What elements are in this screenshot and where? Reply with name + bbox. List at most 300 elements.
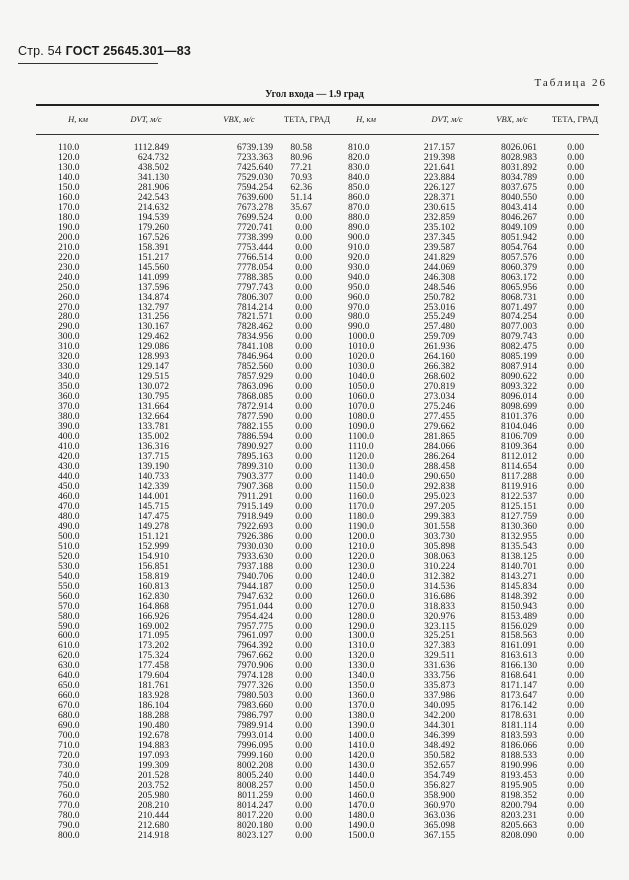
teta-cell: 0.00 [567,191,584,203]
h-cell: 1390.0 [348,720,375,732]
dvt-cell: 147.475 [137,510,169,522]
h-cell: 320.0 [58,351,80,363]
vbx-cell: 7926.386 [237,530,273,542]
h-cell: 1370.0 [348,700,375,712]
h-cell: 830.0 [348,161,370,173]
dvt-cell: 183.928 [137,690,169,702]
teta-cell: 0.00 [567,431,584,443]
h-cell: 800.0 [58,829,80,841]
teta-cell: 0.00 [567,351,584,363]
h-cell: 220.0 [58,251,80,263]
h-cell: 250.0 [58,281,80,293]
teta-cell: 0.00 [295,431,312,443]
dvt-cell: 333.756 [423,670,455,682]
h-cell: 970.0 [348,301,370,313]
h-cell: 300.0 [58,331,80,343]
teta-cell: 0.00 [567,421,584,433]
h-cell: 1410.0 [348,740,375,752]
dvt-cell: 142.339 [137,480,169,492]
h-cell: 120.0 [58,151,80,163]
teta-cell: 0.00 [567,181,584,193]
teta-cell: 0.00 [295,630,312,642]
teta-cell: 0.00 [295,510,312,522]
column-header-h: H, км [68,114,88,124]
dvt-cell: 132.664 [137,411,169,423]
dvt-cell: 325.251 [423,630,455,642]
dvt-cell: 160.813 [137,580,169,592]
dvt-cell: 281.865 [423,431,455,443]
vbx-cell: 7999.160 [237,750,273,762]
teta-cell: 80.58 [290,142,312,153]
dvt-cell: 241.829 [423,251,455,263]
h-cell: 340.0 [58,371,80,383]
vbx-cell: 8208.090 [501,829,537,841]
h-cell: 1350.0 [348,680,375,692]
dvt-cell: 323.115 [424,620,455,632]
teta-cell: 0.00 [567,770,584,782]
h-cell: 1360.0 [348,690,375,702]
vbx-cell: 8020.180 [237,819,273,831]
h-cell: 1470.0 [348,799,375,811]
vbx-cell: 8203.231 [501,809,537,821]
h-cell: 1140.0 [348,470,375,482]
vbx-cell: 8140.701 [501,560,537,572]
dvt-cell: 292.838 [423,480,455,492]
dvt-cell: 137.596 [137,281,169,293]
vbx-cell: 7529.030 [237,171,273,183]
teta-cell: 0.00 [567,371,584,383]
vbx-cell: 8143.271 [501,570,537,582]
h-cell: 1430.0 [348,760,375,772]
h-cell: 180.0 [58,211,80,223]
h-cell: 620.0 [58,650,80,662]
h-cell: 1490.0 [348,819,375,831]
dvt-cell: 288.458 [423,461,455,472]
dvt-cell: 301.558 [423,520,455,532]
dvt-cell: 228.371 [423,191,455,203]
teta-cell: 0.00 [567,640,584,652]
teta-cell: 80.96 [290,151,312,163]
vbx-cell: 8148.392 [501,590,537,602]
vbx-cell: 7961.097 [237,630,273,642]
vbx-cell: 8178.631 [501,710,537,722]
teta-cell: 0.00 [295,710,312,722]
vbx-cell: 7964.392 [237,640,273,652]
h-cell: 510.0 [58,540,80,552]
teta-cell: 0.00 [295,470,312,482]
h-cell: 1310.0 [348,640,375,652]
dvt-cell: 158.391 [137,241,169,253]
dvt-cell: 1112.849 [133,142,169,153]
dvt-cell: 140.733 [137,470,169,482]
teta-cell: 0.00 [567,301,584,313]
dvt-cell: 194.539 [137,211,169,223]
teta-cell: 0.00 [295,690,312,702]
h-cell: 1220.0 [348,550,375,562]
vbx-cell: 7766.514 [237,251,273,263]
h-cell: 1420.0 [348,750,375,762]
h-cell: 560.0 [58,590,80,602]
dvt-cell: 360.970 [423,799,455,811]
dvt-cell: 139.190 [137,461,169,472]
teta-cell: 77.21 [290,161,312,173]
dvt-cell: 268.602 [423,371,455,383]
vbx-cell: 8060.379 [501,261,537,273]
dvt-cell: 151.217 [137,251,169,263]
dvt-cell: 352.657 [423,760,455,772]
dvt-cell: 250.782 [423,291,455,303]
vbx-cell: 8079.743 [501,331,537,343]
teta-cell: 0.00 [567,311,584,323]
header-underline [18,63,158,64]
standard-title: ГОСТ 25645.301—83 [65,44,192,58]
h-cell: 1110.0 [348,441,374,453]
h-cell: 980.0 [348,311,370,323]
h-cell: 940.0 [348,271,370,283]
vbx-cell: 8074.254 [501,311,537,323]
vbx-cell: 8195.905 [501,780,537,791]
h-cell: 1190.0 [348,520,375,532]
dvt-cell: 308.063 [423,550,455,562]
dvt-cell: 162.830 [137,590,169,602]
dvt-cell: 151.121 [137,530,169,542]
dvt-cell: 199.309 [137,760,169,772]
teta-cell: 0.00 [567,510,584,522]
h-cell: 950.0 [348,281,370,293]
vbx-cell: 8171.147 [501,680,537,692]
h-cell: 550.0 [58,580,80,592]
h-cell: 460.0 [58,490,80,502]
vbx-cell: 7738.399 [237,231,273,243]
dvt-cell: 346.399 [423,730,455,742]
h-cell: 900.0 [348,231,370,243]
teta-cell: 0.00 [567,321,584,333]
h-cell: 530.0 [58,560,80,572]
teta-cell: 0.00 [567,490,584,502]
h-cell: 610.0 [58,640,80,652]
teta-cell: 0.00 [295,620,312,632]
dvt-cell: 335.873 [423,680,455,692]
teta-cell: 0.00 [295,401,312,413]
h-cell: 1090.0 [348,421,375,433]
h-cell: 150.0 [58,181,80,193]
teta-cell: 0.00 [295,730,312,742]
dvt-cell: 177.458 [137,660,169,672]
h-cell: 790.0 [58,819,80,831]
dvt-cell: 173.202 [137,640,169,652]
vbx-cell: 8198.352 [501,789,537,801]
dvt-cell: 190.480 [137,720,169,732]
teta-cell: 0.00 [295,441,312,453]
dvt-cell: 284.066 [423,441,455,453]
column-header-teta: ТЕТА, ГРАД [283,114,331,124]
teta-cell: 0.00 [295,500,312,512]
vbx-cell: 8163.613 [501,650,537,662]
dvt-cell: 214.918 [137,829,169,841]
vbx-cell: 8046.267 [501,211,537,223]
teta-cell: 0.00 [295,451,312,463]
dvt-cell: 129.462 [137,331,169,343]
teta-cell: 0.00 [567,361,584,373]
teta-cell: 62.36 [290,181,312,193]
dvt-cell: 438.502 [137,161,169,173]
teta-cell: 0.00 [567,550,584,562]
teta-cell: 0.00 [295,231,312,243]
h-cell: 640.0 [58,670,80,682]
vbx-cell: 7673.278 [237,201,273,213]
h-cell: 770.0 [58,799,80,811]
h-cell: 1440.0 [348,770,375,782]
vbx-cell: 7947.632 [237,590,273,602]
dvt-cell: 264.160 [423,351,455,363]
dvt-cell: 129.086 [137,341,169,353]
teta-cell: 0.00 [295,760,312,772]
h-cell: 130.0 [58,161,80,173]
vbx-cell: 7915.149 [237,500,273,512]
dvt-cell: 305.898 [423,540,455,552]
vbx-cell: 8040.550 [501,191,537,203]
teta-cell: 0.00 [295,461,312,472]
dvt-cell: 286.264 [423,451,455,463]
h-cell: 1180.0 [348,510,375,522]
dvt-cell: 135.002 [137,431,169,443]
teta-cell: 0.00 [295,720,312,732]
teta-cell: 0.00 [295,391,312,403]
h-cell: 440.0 [58,470,80,482]
h-cell: 960.0 [348,291,370,303]
vbx-cell: 7233.363 [237,151,273,163]
vbx-cell: 8173.647 [501,690,537,702]
vbx-cell: 8193.453 [501,770,537,782]
vbx-cell: 8071.497 [501,301,537,313]
teta-cell: 0.00 [295,799,312,811]
teta-cell: 0.00 [567,211,584,223]
vbx-cell: 7940.706 [237,570,273,582]
vbx-cell: 8112.012 [501,451,537,463]
teta-cell: 0.00 [567,411,584,423]
dvt-cell: 281.906 [137,181,169,193]
teta-cell: 0.00 [295,341,312,353]
h-cell: 850.0 [348,181,370,193]
vbx-cell: 7797.743 [237,281,273,293]
vbx-cell: 8132.955 [501,530,537,542]
vbx-cell: 7970.906 [237,660,273,672]
teta-cell: 0.00 [567,271,584,283]
h-cell: 700.0 [58,730,80,742]
h-cell: 1400.0 [348,730,375,742]
h-cell: 1020.0 [348,351,375,363]
h-cell: 730.0 [58,760,80,772]
h-cell: 1320.0 [348,650,375,662]
teta-cell: 0.00 [295,650,312,662]
teta-cell: 0.00 [295,241,312,253]
h-cell: 480.0 [58,510,80,522]
vbx-cell: 7806.307 [237,291,273,303]
dvt-cell: 141.099 [137,271,169,283]
vbx-cell: 8183.593 [501,730,537,742]
h-cell: 330.0 [58,361,80,373]
teta-cell: 0.00 [567,142,584,153]
dvt-cell: 261.936 [423,341,455,353]
vbx-cell: 7957.775 [237,620,273,632]
h-cell: 860.0 [348,191,370,203]
dvt-cell: 226.127 [423,181,455,193]
h-cell: 170.0 [58,201,80,213]
h-cell: 140.0 [58,171,80,183]
vbx-cell: 8096.014 [501,391,537,403]
teta-cell: 0.00 [567,151,584,163]
teta-cell: 0.00 [295,550,312,562]
vbx-cell: 8135.543 [501,540,537,552]
teta-cell: 0.00 [567,441,584,453]
dvt-cell: 344.301 [423,720,455,732]
teta-cell: 0.00 [567,799,584,811]
dvt-cell: 331.636 [423,660,455,672]
vbx-cell: 7425.640 [237,161,273,173]
dvt-cell: 175.324 [137,650,169,662]
h-cell: 1250.0 [348,580,375,592]
dvt-cell: 279.662 [423,421,455,433]
vbx-cell: 7993.014 [237,730,273,742]
dvt-cell: 164.868 [137,600,169,612]
h-cell: 670.0 [58,700,80,712]
table-row [0,293,629,303]
h-cell: 410.0 [58,441,80,453]
h-cell: 190.0 [58,221,80,233]
dvt-cell: 158.819 [137,570,169,582]
teta-cell: 0.00 [567,281,584,293]
teta-cell: 0.00 [295,640,312,652]
dvt-cell: 365.098 [423,819,455,831]
teta-cell: 0.00 [295,789,312,801]
vbx-cell: 7814.214 [237,301,273,313]
teta-cell: 0.00 [567,630,584,642]
dvt-cell: 167.526 [137,231,169,243]
teta-cell: 0.00 [567,740,584,752]
dvt-cell: 314.536 [423,580,455,592]
vbx-cell: 8002.208 [237,760,273,772]
teta-cell: 0.00 [295,301,312,313]
dvt-cell: 259.709 [423,331,455,343]
h-cell: 1270.0 [348,600,375,612]
dvt-cell: 129.147 [137,361,169,373]
vbx-cell: 8063.172 [501,271,537,283]
teta-cell: 0.00 [567,391,584,403]
h-cell: 1170.0 [348,500,375,512]
h-cell: 1460.0 [348,789,375,801]
h-cell: 1120.0 [348,451,375,463]
table-row [0,612,629,622]
h-cell: 820.0 [348,151,370,163]
vbx-cell: 7890.927 [237,441,273,453]
dvt-cell: 266.382 [423,361,455,373]
teta-cell: 0.00 [295,480,312,492]
vbx-cell: 8043.414 [501,201,537,213]
teta-cell: 51.14 [290,191,312,203]
dvt-cell: 131.664 [137,401,169,413]
vbx-cell: 7980.503 [237,690,273,702]
teta-cell: 0.00 [295,271,312,283]
vbx-cell: 7846.964 [237,351,273,363]
vbx-cell: 7930.030 [237,540,273,552]
h-cell: 380.0 [58,411,80,423]
h-cell: 1050.0 [348,381,375,393]
teta-cell: 0.00 [567,789,584,801]
teta-cell: 0.00 [295,660,312,672]
page-number: Стр. 54 [18,44,62,58]
dvt-cell: 169.002 [137,620,169,632]
teta-cell: 0.00 [567,261,584,273]
vbx-cell: 8181.114 [501,720,537,732]
teta-cell: 0.00 [567,231,584,243]
vbx-cell: 7872.914 [237,401,273,413]
dvt-cell: 244.069 [423,261,455,273]
column-header-vbx-2: VBX, м/с [496,114,528,124]
h-cell: 240.0 [58,271,80,283]
vbx-cell: 8153.489 [501,610,537,622]
dvt-cell: 356.827 [423,780,455,791]
teta-cell: 0.00 [295,361,312,373]
vbx-cell: 8127.759 [501,510,537,522]
teta-cell: 0.00 [295,829,312,841]
vbx-cell: 7918.949 [237,510,273,522]
dvt-cell: 341.130 [137,171,169,183]
vbx-cell: 8098.699 [501,401,537,413]
teta-cell: 0.00 [567,760,584,772]
table-body [0,143,629,841]
h-cell: 1500.0 [348,829,375,841]
h-cell: 290.0 [58,321,80,333]
vbx-cell: 7877.590 [237,411,273,423]
vbx-cell: 7886.594 [237,431,273,443]
h-cell: 990.0 [348,321,370,333]
dvt-cell: 255.249 [423,311,455,323]
vbx-cell: 8026.061 [501,142,537,153]
dvt-cell: 624.732 [137,151,169,163]
vbx-cell: 8150.943 [501,600,537,612]
dvt-cell: 329.511 [424,650,455,662]
vbx-cell: 8068.731 [501,291,537,303]
h-cell: 360.0 [58,391,80,403]
h-cell: 660.0 [58,690,80,702]
teta-cell: 0.00 [295,291,312,303]
vbx-cell: 7852.560 [237,361,273,373]
vbx-cell: 7720.741 [237,221,273,233]
dvt-cell: 132.797 [137,301,169,313]
teta-cell: 0.00 [567,241,584,253]
teta-cell: 0.00 [295,570,312,582]
vbx-cell: 7933.630 [237,550,273,562]
column-header-h-2: H, км [356,114,376,124]
teta-cell: 0.00 [295,311,312,323]
teta-cell: 0.00 [295,490,312,502]
dvt-cell: 145.560 [137,261,169,273]
h-cell: 430.0 [58,461,80,472]
teta-cell: 0.00 [567,750,584,762]
dvt-cell: 318.833 [423,600,455,612]
teta-cell: 0.00 [295,700,312,712]
vbx-cell: 8051.942 [501,231,537,243]
dvt-cell: 131.256 [137,311,169,323]
dvt-cell: 197.093 [137,750,169,762]
vbx-cell: 8145.834 [501,580,537,592]
teta-cell: 0.00 [295,600,312,612]
vbx-cell: 7951.044 [237,600,273,612]
dvt-cell: 337.986 [423,690,455,702]
h-cell: 1290.0 [348,620,375,632]
h-cell: 370.0 [58,401,80,413]
vbx-cell: 8037.675 [501,181,537,193]
